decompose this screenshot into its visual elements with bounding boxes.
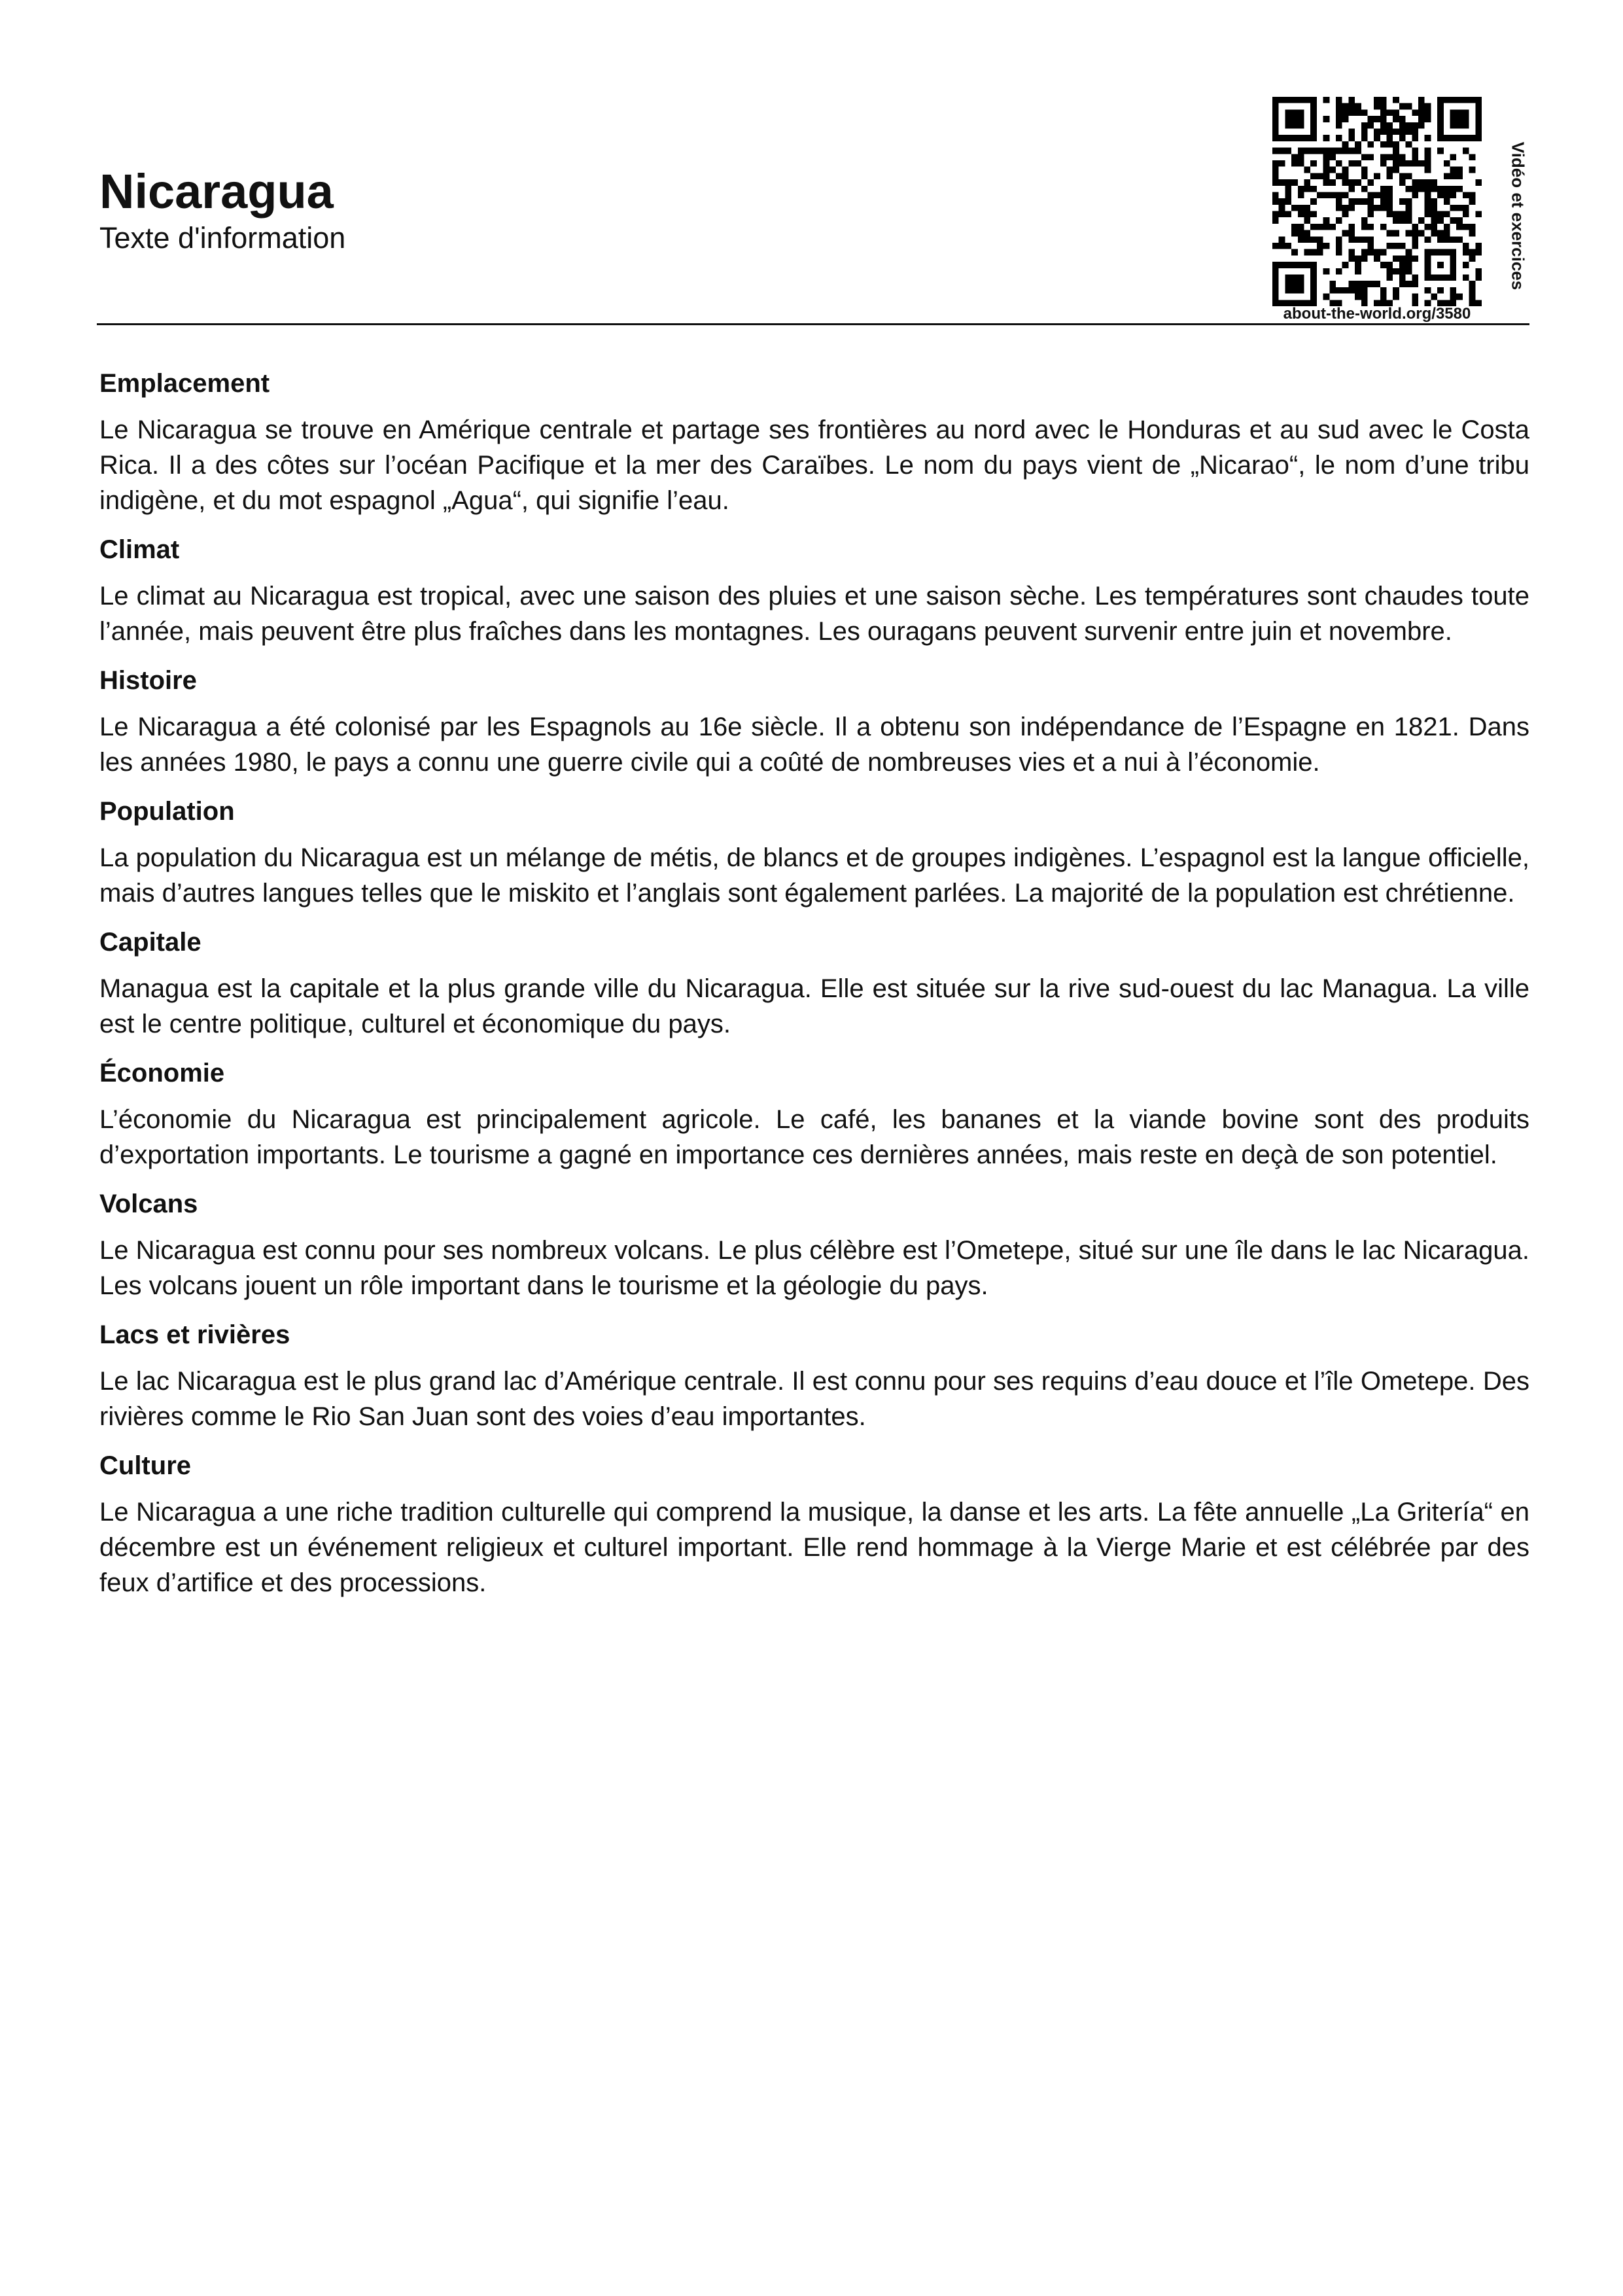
section-heading: Population: [99, 797, 235, 826]
section-text: Le lac Nicaragua est le plus grand lac d’Amérique centrale. Il est connu pour ses requins d’eau douce et l’île Ometepe. Des rivières comme le Rio San Juan sont des voies d’eau importantes.: [99, 1367, 1529, 1431]
qr-code-block[interactable]: [1272, 97, 1482, 293]
section-text: Le Nicaragua se trouve en Amérique centrale et partage ses frontières au nord avec le Honduras et au sud avec le Costa Rica. Il a des côtes sur l’océan Pacifique et la mer des Caraïbes. Le nom du pays vient de „Nicarao“, le nom d’une tribu indigène, et du mot espagnol „Agua“, qui signifie l’eau.: [99, 415, 1529, 515]
qr-side-text: Vidéo et exercices: [1508, 141, 1528, 291]
section-text: Le climat au Nicaragua est tropical, avec une saison des pluies et une saison sèche. Les températures sont chaudes toute l’année, mais peuvent être plus fraîches dans les montagnes. Les ouragans peuvent survenir entre juin et novembre.: [99, 582, 1529, 646]
section-culture: [99, 1449, 1529, 1600]
section-heading: Histoire: [99, 666, 197, 695]
document-header: [99, 164, 345, 256]
section-heading: Volcans: [99, 1190, 198, 1218]
document-body: [99, 366, 1529, 1615]
section-histoire: [99, 663, 1529, 780]
page-title: Nicaragua: [99, 164, 334, 219]
section-volcans: [99, 1187, 1529, 1303]
section-heading: Lacs et rivières: [99, 1320, 290, 1349]
section-heading: Climat: [99, 535, 180, 564]
page-subtitle: Texte d'information: [99, 221, 346, 255]
section-emplacement: [99, 366, 1529, 518]
qr-side-label: [1505, 124, 1531, 308]
section-heading: Économie: [99, 1059, 225, 1087]
header-divider: [97, 323, 1529, 325]
section-heading: Capitale: [99, 928, 201, 957]
section-heading: Emplacement: [99, 369, 270, 398]
section-text: Managua est la capitale et la plus grande ville du Nicaragua. Elle est située sur la rive sud-ouest du lac Managua. La ville est le centre politique, culturel et économique du pays.: [99, 974, 1529, 1038]
section-text: Le Nicaragua est connu pour ses nombreux volcans. Le plus célèbre est l’Ometepe, situé sur une île dans le lac Nicaragua. Les volcans jouent un rôle important dans le tourisme et la géologie du pays.: [99, 1236, 1529, 1300]
qr-code-icon[interactable]: [1272, 97, 1482, 306]
section-text: Le Nicaragua a une riche tradition culturelle qui comprend la musique, la danse et les arts. La fête annuelle „La Gritería“ en décembre est un événement religieux et culturel important. Elle rend hommage à la Vierge Marie et est célébrée par des feux d’artifice et des processions.: [99, 1498, 1529, 1597]
section-climat: [99, 533, 1529, 649]
section-text: La population du Nicaragua est un mélange de métis, de blancs et de groupes indigènes. L’espagnol est la langue officielle, mais d’autres langues telles que le miskito et l’anglais sont également parlées. La majorité de la population est chrétienne.: [99, 843, 1529, 908]
section-heading: Culture: [99, 1451, 191, 1480]
section-capitale: [99, 925, 1529, 1042]
section-text: L’économie du Nicaragua est principalement agricole. Le café, les bananes et la viande bovine sont des produits d’exportation importants. Le tourisme a gagné en importance ces dernières années, mais reste en deçà de son potentiel.: [99, 1105, 1529, 1169]
section-text: Le Nicaragua a été colonisé par les Espagnols au 16e siècle. Il a obtenu son indépendance de l’Espagne en 1821. Dans les années 1980, le pays a connu une guerre civile qui a coûté de nombreuses vies et a nui à l’économie.: [99, 713, 1529, 777]
section-economie: [99, 1056, 1529, 1173]
section-lacs-et-rivieres: [99, 1318, 1529, 1434]
section-population: [99, 794, 1529, 911]
qr-url-label: about-the-world.org/3580: [1283, 305, 1471, 323]
